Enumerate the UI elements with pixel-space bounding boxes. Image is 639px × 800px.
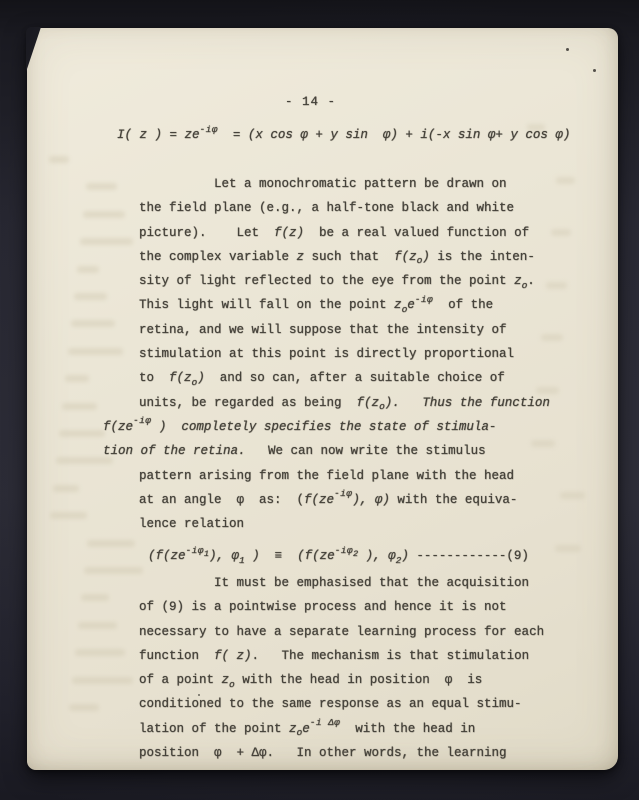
text-segment: such that (304, 249, 395, 264)
text-segment: stimulation at this point is directly proportional (139, 347, 515, 362)
text-line (139, 221, 550, 245)
text-segment: with the head in (340, 721, 476, 736)
text-segment: with the equiva- (389, 492, 518, 507)
bleed-mark (551, 229, 571, 236)
text-segment: position φ + Δφ. In other words, the learning (139, 746, 507, 761)
text-line (139, 391, 550, 415)
text-segment: It must be emphasised that the acquisition (139, 576, 530, 590)
text-segment: f(ze (103, 419, 134, 434)
text-segment: f(z (394, 249, 417, 264)
text-line (139, 668, 544, 692)
bleed-mark (560, 492, 585, 499)
text-segment: -iφ (334, 488, 353, 500)
text-segment: e (302, 721, 310, 736)
text-segment: at an angle φ as: ( (139, 492, 305, 507)
text-segment: z (514, 274, 522, 289)
text-segment: lence relation (139, 517, 245, 532)
bleed-mark (49, 156, 69, 163)
text-segment: necessary to have a separate learning process for each (139, 624, 545, 639)
text-segment: ) completely specifies the state of stimula- (151, 419, 497, 434)
text-segment: is the inten- (429, 249, 535, 264)
bleed-mark (68, 348, 123, 355)
text-segment: tion of the retina. (103, 444, 246, 459)
text-segment: o (296, 727, 303, 739)
text-segment: f(z (356, 395, 380, 410)
bleed-mark (72, 677, 133, 684)
bleed-mark (50, 512, 87, 519)
bleed-mark (75, 649, 125, 656)
text-segment: -iφ (334, 544, 353, 556)
text-segment: I( z ) = ze (117, 128, 200, 142)
text-segment: ------------(9) (408, 549, 529, 563)
text-segment: of the (433, 298, 494, 313)
text-segment: -iφ (199, 123, 218, 135)
text-line (139, 293, 550, 317)
text-segment: f(z) (274, 225, 305, 240)
bleed-mark (87, 540, 135, 547)
text-segment: of a point (139, 673, 222, 688)
text-line (117, 123, 570, 147)
text-segment: ), φ (208, 549, 239, 563)
text-segment: 1 (238, 554, 245, 566)
bleed-mark (86, 183, 117, 190)
text-segment: conditioned to the same response as an equal stimu- (139, 697, 522, 712)
text-segment: . The mechanism is that stimulation (251, 648, 530, 663)
text-segment: ), φ (358, 549, 396, 563)
text-segment: e (407, 298, 415, 313)
text-segment: o (191, 376, 198, 388)
bleed-mark (84, 567, 143, 574)
text-segment: o (416, 255, 423, 267)
text-segment: picture). Let (139, 225, 275, 240)
text-segment: o (379, 401, 385, 413)
text-line (139, 595, 544, 619)
text-segment: z (289, 721, 297, 736)
text-line (103, 439, 550, 463)
bleed-mark (62, 403, 97, 410)
text-line (103, 415, 550, 439)
text-segment: We can now write the stimulus (245, 444, 486, 459)
text-line (139, 464, 550, 488)
bleed-mark (83, 211, 125, 218)
paragraph-2 (139, 571, 544, 765)
text-segment: = (x cos φ + y sin φ) + i(-x sin φ+ y cos φ) (217, 128, 571, 142)
text-segment: z (221, 673, 230, 688)
text-segment: z (394, 298, 402, 313)
text-segment: o (521, 279, 528, 291)
text-segment: f(z (169, 371, 192, 386)
text-segment (400, 396, 423, 410)
text-segment: -i Δφ (309, 717, 341, 729)
text-segment: . (527, 274, 535, 289)
text-segment: the complex variable (139, 249, 297, 264)
equation-intro (117, 123, 570, 147)
text-segment: z (296, 249, 305, 264)
text-line (139, 196, 550, 220)
text-line (139, 571, 544, 595)
bleed-mark (77, 266, 99, 273)
text-segment: -iφ (133, 415, 152, 427)
bleed-mark (71, 320, 115, 327)
bleed-mark (53, 485, 79, 492)
text-line (139, 245, 550, 269)
paragraph-1 (103, 172, 550, 536)
text-line (148, 544, 529, 568)
text-segment: 1 (203, 549, 209, 559)
text-segment: -iφ (414, 293, 434, 305)
text-segment: with the head in position φ is (234, 673, 483, 688)
text-segment: of (9) is a pointwise process and hence it is not (139, 600, 507, 615)
bleed-mark (65, 375, 89, 382)
text-line (139, 717, 544, 741)
text-segment: ) ≡ (f(ze (244, 549, 335, 563)
text-line (139, 269, 550, 293)
text-segment: ) (401, 549, 409, 563)
bleed-mark (555, 545, 581, 552)
text-line (139, 318, 550, 342)
equation-9 (148, 544, 529, 568)
bleed-mark (78, 622, 117, 629)
text-line (139, 512, 550, 536)
text-segment: This light will fall on the point (139, 298, 395, 313)
text-segment: units, be regarded as being (139, 395, 357, 410)
text-segment: be a real valued function of (304, 225, 530, 240)
text-segment: lation of the point (139, 721, 290, 736)
text-segment: Thus the function (422, 395, 550, 410)
bleed-mark (80, 238, 133, 245)
text-segment: ) (422, 249, 430, 264)
text-line (139, 741, 544, 765)
text-segment: f( z) (214, 648, 252, 663)
page-number: - 14 - (285, 95, 337, 109)
text-line (139, 692, 544, 716)
text-segment: ), φ) (352, 492, 390, 507)
paper-speck (566, 48, 569, 51)
text-line (139, 488, 550, 512)
text-segment: 2 (395, 554, 402, 566)
document-page (27, 28, 618, 770)
text-segment: -iφ (185, 544, 204, 556)
text-segment: the field plane (e.g., a half-tone black and white (139, 201, 515, 216)
text-segment: 2 (352, 549, 359, 559)
bleed-mark (59, 430, 105, 437)
text-segment: o (401, 303, 408, 315)
text-segment: o (229, 678, 235, 690)
text-segment: retina, and we will suppose that the intensity of (139, 322, 507, 337)
text-segment: ) (197, 371, 205, 386)
text-segment: pattern arising from the field plane with the head (139, 468, 515, 483)
text-segment: and so can, after a suitable choice of (204, 371, 505, 386)
text-line (139, 644, 544, 668)
text-segment: to (139, 371, 170, 386)
text-segment: Let a monochromatic pattern be drawn on (139, 177, 507, 191)
bleed-mark (74, 293, 107, 300)
text-segment: ). (384, 395, 400, 410)
text-line (139, 620, 544, 644)
text-segment: (f(ze (148, 549, 186, 563)
text-segment: function (139, 648, 215, 663)
text-line (139, 366, 550, 390)
text-segment: sity of light reflected to the eye from the point (139, 274, 515, 289)
bleed-mark (556, 177, 575, 184)
text-line (139, 172, 550, 196)
bleed-mark (81, 594, 109, 601)
text-segment: f(ze (304, 492, 335, 507)
text-line (139, 342, 550, 366)
bleed-mark (69, 704, 99, 711)
paper-speck (593, 69, 596, 72)
